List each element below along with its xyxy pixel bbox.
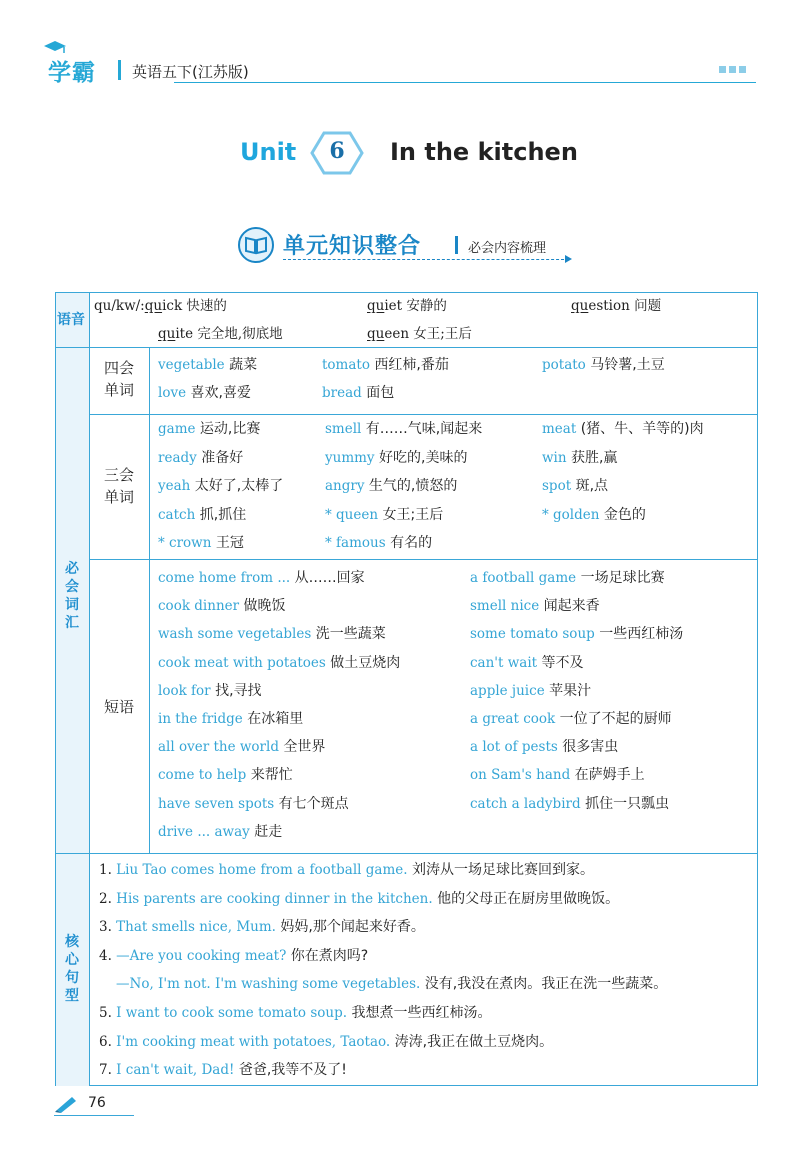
sentence-en: I want to cook some tomato soup. <box>116 1005 348 1021</box>
four-skill-label-line: 单词 <box>103 381 134 399</box>
three-skill-word-zh: (猪、牛、羊等的)肉 <box>576 421 704 437</box>
three-skill-word-zh: 金色的 <box>599 506 646 523</box>
sentence-item <box>99 1061 347 1079</box>
three-skill-word <box>542 420 704 438</box>
header-divider <box>118 60 121 80</box>
phrase-item <box>158 795 349 813</box>
three-skill-word-zh: 运动,比赛 <box>195 421 261 437</box>
sentence-zh: 你在煮肉吗? <box>286 947 369 964</box>
phonics-text: iet 安静的 <box>384 298 447 314</box>
phonics-text: een 女王;王后 <box>384 326 472 342</box>
three-skill-word-en: yummy <box>325 449 375 466</box>
four-skill-label <box>94 357 144 401</box>
phrase-item-en: come to help <box>158 767 247 784</box>
sentence-zh: 刘涛从一场足球比赛回到家。 <box>407 862 594 878</box>
unit-number: 6 <box>329 138 345 164</box>
phonics-text: qu <box>367 326 385 342</box>
phrase-item <box>158 625 386 643</box>
three-skill-word-en: smell <box>325 421 362 437</box>
phrase-item-zh: 一场足球比赛 <box>576 570 665 586</box>
phrase-item-en: catch a ladybird <box>470 795 581 812</box>
phrase-label: 短语 <box>103 698 134 716</box>
four-skill-word-en: vegetable <box>158 357 225 373</box>
four-skill-word <box>322 356 449 374</box>
phrase-item-en: in the fridge <box>158 711 243 727</box>
phrase-item-zh: 一位了不起的厨师 <box>555 711 672 727</box>
four-skill-word-zh: 西红柿,番茄 <box>369 357 449 373</box>
phrase-item-en: some tomato soup <box>470 626 595 643</box>
sentence-en: I can't wait, Dad! <box>116 1062 235 1079</box>
sentence-number: 2. <box>99 890 117 907</box>
three-skill-word-zh: 准备好 <box>196 449 244 466</box>
four-skill-word <box>542 356 665 374</box>
phrase-item-en: drive ... away <box>158 823 250 840</box>
three-skill-word <box>542 506 646 524</box>
phrase-item-zh: 来帮忙 <box>246 767 293 784</box>
phrase-item-en: can't wait <box>470 654 538 671</box>
three-skill-word <box>158 506 246 524</box>
three-skill-word-en: catch <box>158 506 196 523</box>
sentence-number: 3. <box>99 919 117 936</box>
three-skill-word <box>542 449 617 467</box>
phonics-text: ite 完全地,彻底地 <box>175 326 283 342</box>
phrase-item-zh: 抓住一只瓢虫 <box>580 795 670 812</box>
three-skill-word-en: * crown <box>158 535 212 551</box>
graduation-cap-icon <box>42 40 68 54</box>
phrase-item <box>470 654 584 672</box>
phrase-item-zh: 做晚饭 <box>239 598 286 615</box>
three-skill-word-zh: 好吃的,美味的 <box>374 449 468 466</box>
sentence-item <box>99 918 425 936</box>
sentence-item <box>99 1033 553 1051</box>
phrase-item-en: come home from ... <box>158 570 291 586</box>
phrase-item <box>158 710 303 728</box>
three-skill-word <box>158 420 260 438</box>
phrase-item-zh: 赶走 <box>249 823 283 840</box>
phrase-item <box>158 654 400 672</box>
phonics-item <box>158 325 283 343</box>
sub-row-divider <box>89 559 757 560</box>
phrase-item <box>470 738 618 756</box>
three-skill-word-zh: 生气的,愤怒的 <box>364 478 458 494</box>
phrase-item <box>158 823 282 841</box>
three-skill-word-en: * queen <box>325 506 379 523</box>
phrase-item-en: a football game <box>470 570 577 586</box>
three-skill-label-line: 单词 <box>103 488 134 506</box>
phrase-item-en: look for <box>158 682 211 699</box>
phonics-text: qu <box>144 298 163 314</box>
sentence-en: Liu Tao comes home from a football game. <box>116 862 408 878</box>
phrase-item-en: cook meat with potatoes <box>158 654 326 671</box>
phrase-item-en: apple juice <box>470 682 545 699</box>
phrase-item-zh: 闻起来香 <box>539 598 600 615</box>
three-skill-word <box>158 534 244 552</box>
sentence-item <box>99 861 594 879</box>
sentence-zh: 他的父母正在厨房里做晚饭。 <box>432 890 620 907</box>
sentence-item <box>99 890 619 908</box>
three-skill-word-en: meat <box>542 421 577 437</box>
sentence-number: 1. <box>99 862 117 878</box>
row-divider <box>56 347 757 348</box>
four-skill-word-zh: 面包 <box>361 385 395 401</box>
phrase-item-en: cook dinner <box>158 598 240 615</box>
four-skill-word <box>322 384 394 402</box>
page-number: 76 <box>88 1095 106 1111</box>
phonics-item <box>94 297 227 315</box>
section-heading <box>237 226 577 266</box>
footer-rule <box>54 1115 134 1116</box>
phrase-item-zh: 很多害虫 <box>557 739 619 756</box>
three-skill-word-en: spot <box>542 478 572 494</box>
phrase-item-zh: 做土豆烧肉 <box>325 654 401 671</box>
four-skill-word <box>158 384 251 402</box>
four-skill-word-en: love <box>158 385 187 401</box>
header-decoration <box>719 66 746 73</box>
phrase-item-zh: 在萨姆手上 <box>570 767 645 784</box>
sentence-en: I'm cooking meat with potatoes, Taotao. <box>116 1033 391 1050</box>
section-title: 单元知识整合 <box>283 234 422 259</box>
vocab-label: 必会词汇 <box>65 561 79 631</box>
three-skill-word-zh: 太好了,太棒了 <box>190 478 284 494</box>
phrase-item <box>470 625 683 643</box>
book-icon <box>237 226 275 264</box>
column-divider <box>89 293 90 1086</box>
phonics-text: qu <box>158 326 176 342</box>
sentence-zh: 没有,我没在煮肉。我正在洗一些蔬菜。 <box>420 976 668 993</box>
phrase-item-zh: 有七个斑点 <box>274 795 349 812</box>
four-skill-word-zh: 马铃薯,土豆 <box>585 357 665 373</box>
phrase-item <box>470 710 672 728</box>
unit-heading <box>240 130 600 176</box>
page-header <box>48 52 756 84</box>
three-skill-word-zh: 有名的 <box>385 535 433 551</box>
phrase-item-zh: 一些西红柿汤 <box>594 626 684 643</box>
phonics-text: estion 问题 <box>588 298 662 314</box>
knowledge-table <box>55 292 758 1086</box>
sentence-en: His parents are cooking dinner in the kitchen. <box>116 890 433 907</box>
sentence-en: —No, I'm not. I'm washing some vegetables. <box>116 976 421 993</box>
phrase-item <box>470 682 591 700</box>
header-rule <box>174 82 756 83</box>
sentence-number: 5. <box>99 1005 117 1021</box>
sentence-zh: 爸爸,我等不及了! <box>234 1062 347 1079</box>
sub-row-divider <box>89 414 757 415</box>
three-skill-word-zh: 斑,点 <box>571 478 609 494</box>
three-skill-word-zh: 获胜,赢 <box>566 449 618 466</box>
phrase-item-zh: 洗一些蔬菜 <box>311 626 386 643</box>
phrase-item <box>470 795 669 813</box>
sub-column-divider <box>149 347 150 853</box>
three-skill-word-zh: 王冠 <box>211 535 244 551</box>
phonics-label: 语音 <box>57 312 85 328</box>
row-divider <box>56 853 757 854</box>
sentence-item <box>116 975 667 993</box>
three-skill-label-line: 三会 <box>103 466 134 484</box>
phrase-item-zh: 苹果汁 <box>544 682 592 699</box>
three-skill-word <box>158 477 283 495</box>
phrase-item-zh: 等不及 <box>537 654 584 671</box>
sentence-number: 7. <box>99 1062 117 1079</box>
four-skill-word-en: tomato <box>322 357 370 373</box>
four-skill-word-zh: 蔬菜 <box>224 357 258 373</box>
phrase-item <box>470 766 645 784</box>
three-skill-word-en: yeah <box>158 478 191 494</box>
phrase-item-en: a lot of pests <box>470 739 558 756</box>
phrase-item-en: all over the world <box>158 739 279 756</box>
phonics-text: qu <box>367 298 385 314</box>
three-skill-word-zh: 有……气味,闻起来 <box>361 421 483 437</box>
phonics-item <box>571 297 661 315</box>
brand-logo: 学霸 <box>48 60 96 86</box>
three-skill-word-en: angry <box>325 478 365 494</box>
four-skill-label-line: 四会 <box>103 359 134 377</box>
three-skill-word <box>325 506 443 524</box>
phrase-item-zh: 全世界 <box>278 739 326 756</box>
three-skill-word-en: game <box>158 421 196 437</box>
three-skill-word <box>325 477 457 495</box>
phrase-item <box>158 569 365 587</box>
book-title: 英语五下(江苏版) <box>132 63 249 81</box>
phrase-item <box>470 569 665 587</box>
pencil-icon <box>54 1095 78 1113</box>
page-footer <box>54 1093 144 1115</box>
sentence-zh: 涛涛,我正在做土豆烧肉。 <box>390 1033 554 1050</box>
section-subtitle: 必会内容梳理 <box>468 241 547 256</box>
phrase-item <box>158 738 325 756</box>
unit-name: In the kitchen <box>390 138 578 166</box>
sentence-zh: 妈妈,那个闻起来好香。 <box>275 919 425 936</box>
three-skill-word <box>158 449 243 467</box>
three-skill-word <box>542 477 608 495</box>
three-skill-word <box>325 449 467 467</box>
three-skill-word <box>325 420 482 438</box>
phrase-item-zh: 在冰箱里 <box>242 711 304 727</box>
phrase-item <box>158 597 286 615</box>
four-skill-word-en: bread <box>322 385 362 401</box>
four-skill-word-zh: 喜欢,喜爱 <box>186 385 251 401</box>
three-skill-word-zh: 女王;王后 <box>378 506 444 523</box>
phonics-text: qu/kw/: <box>94 298 145 314</box>
sentence-en: —Are you cooking meat? <box>116 947 287 964</box>
phrase-item-zh: 从……回家 <box>290 570 365 586</box>
three-skill-word <box>325 534 432 552</box>
sentence-item <box>99 947 368 965</box>
four-skill-word <box>158 356 257 374</box>
phrase-item <box>158 682 262 700</box>
three-skill-word-en: ready <box>158 449 197 466</box>
dashed-rule <box>283 259 569 260</box>
phrase-item-en: have seven spots <box>158 795 275 812</box>
phonics-item <box>367 325 472 343</box>
arrow-icon <box>565 255 572 263</box>
sentence-number: 4. <box>99 947 117 964</box>
three-skill-word-en: * golden <box>542 506 600 523</box>
phrase-item <box>470 597 600 615</box>
phrase-item <box>158 766 293 784</box>
three-skill-word-en: * famous <box>325 535 386 551</box>
phonics-text: qu <box>571 298 589 314</box>
sentence-en: That smells nice, Mum. <box>116 919 276 936</box>
sentence-zh: 我想煮一些西红柿汤。 <box>347 1005 492 1021</box>
phrase-item-zh: 找,寻找 <box>210 682 262 699</box>
phonics-text: ick 快速的 <box>162 298 227 314</box>
four-skill-word-en: potato <box>542 357 586 373</box>
three-skill-word-en: win <box>542 449 567 466</box>
sentence-label: 核心句型 <box>65 934 79 1004</box>
section-divider <box>455 236 458 254</box>
phrase-item-en: wash some vegetables <box>158 626 312 643</box>
phonics-item <box>367 297 447 315</box>
sentence-item <box>99 1004 491 1022</box>
three-skill-label <box>94 464 144 508</box>
unit-label: Unit <box>240 138 297 166</box>
phrase-item-en: smell nice <box>470 598 540 615</box>
sentence-number: 6. <box>99 1033 117 1050</box>
phrase-item-en: on Sam's hand <box>470 767 571 784</box>
three-skill-word-zh: 抓,抓住 <box>195 506 247 523</box>
phrase-item-en: a great cook <box>470 711 556 727</box>
